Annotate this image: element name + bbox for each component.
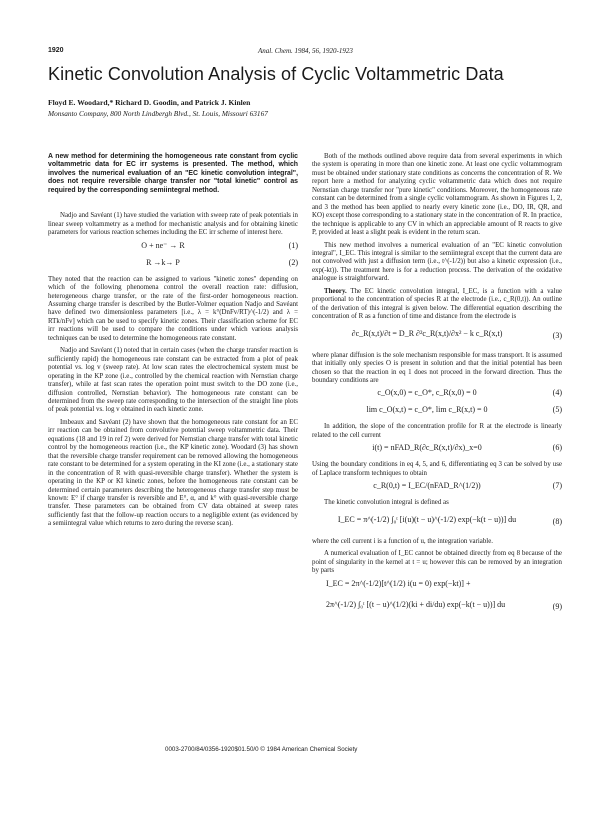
equation (312, 580, 562, 593)
author-list: Floyd E. Woodard,* Richard D. Goodin, and Patrick J. Kinlen (48, 98, 251, 107)
paragraph: They noted that the reaction can be assigned to various "kinetic zones" depending on which of the following phenomena control the overall reaction rate: diffusion, heterogeneous charge transfer, or the rate of the first-order homogeneous reaction. Assuming charge transfer is described by the Butler-Volmer equation Nadjo and Savéant have defined two dimensionless parameters [i.e., λ = k°(DnFv/RT)^(-1/2) and λ = RTk/nFv] which can be used to specify kinetic zones. Their classification scheme for EC irr reactions will be used to compare the conditions under which various analysis techniques can be used to determine the homogeneous rate constant. (48, 275, 298, 342)
equation-number: (8) (552, 516, 562, 526)
equation-number: (5) (552, 405, 562, 415)
paragraph: A numerical evaluation of I_EC cannot be obtained directly from eq 8 because of the point of singularity in the kernel at t = u; however this can be removed by an integration by parts (312, 550, 562, 575)
equation-expression: i(t) = nFAD_R(∂c_R(x,t)/∂x)_x=0 (372, 443, 482, 453)
equation (312, 389, 562, 402)
equation-number: (3) (552, 330, 562, 340)
abstract: A new method for determining the homogeneous rate constant from cyclic voltammetric data for EC irr systems is presented. The method, which involves the numerical evaluation of an "EC kinetic convolution integral", does not require reversible charge transfer nor "total kinetic" control as required by the corresponding semiintegral method. (48, 153, 298, 194)
equation (312, 326, 562, 348)
equation-number: (2) (288, 257, 298, 267)
equation-expression: 2π^(-1/2) ∫₀ᵗ [(t − u)^(1/2)(ki + di/du) exp(−k(t − u))] du (326, 599, 506, 609)
affiliation: Monsanto Company, 800 North Lindbergh Blvd., St. Louis, Missouri 63167 (48, 109, 268, 118)
equation (312, 444, 562, 457)
equation-number: (6) (552, 443, 562, 453)
paragraph: Both of the methods outlined above require data from several experiments in which the system is operating in more than one kinetic zone. At least one cyclic voltammogram must be obtained under stationary state conditions as concerns the concentration of R. We report here a method for analyzing cyclic voltammetric data which does not require Nernstian charge transfer nor "pure kinetic" conditions. Moreover, the homogeneous rate constant can be determined from a single cyclic voltammogram. As shown in Figures 1, 2, and 3 the method has been applied to nearly every kinetic zone (i.e., DO, IR, QR, and KO) except those corresponding to a stationary state in the concentration of R. In practice, the technique is applicable to any CV in which an appreciable amount of R reacts to give P, provided at least a slight peak is evident in the return scan. (312, 153, 562, 237)
equation-expression: O + ne⁻ → R (141, 240, 185, 250)
article-title: Kinetic Convolution Analysis of Cyclic Voltammetric Data (48, 64, 504, 84)
paragraph: Nadjo and Savéant (1) noted that in certain cases (when the charge transfer reaction is sufficiently rapid) the homogeneous rate constant can be extracted from a plot of peak potential vs. log v (sweep rate). At low scan rates the electrochemical system must be operating in the KP zone (i.e., controlled by the chemical reaction with Nernstian charge transfer), while at fast scan rates the operation point must switch to the DO zone (i.e., diffusion controlled, Nernstian behavior). The homogeneous rate constant can be determined from the sweep rate corresponding to the intersection of the straight line plots of peak potential vs. log v obtained in each kinetic zone. (48, 347, 298, 414)
copyright-footer: 0003-2700/84/0356-1920$01.50/0 © 1984 American Chemical Society (165, 746, 358, 753)
equation-number: (9) (552, 601, 562, 611)
paragraph: Nadjo and Savéant (1) have studied the variation with sweep rate of peak potentials in linear sweep voltammetry as a method for mechanistic analysis and for obtaining kinetic parameters for various reaction schemes including the EC irr scheme of interest here. (48, 212, 298, 237)
equation-expression: c_R(0,t) = I_EC/(nFAD_R^(1/2)) (373, 481, 481, 491)
equation-number: (1) (288, 240, 298, 250)
paragraph: where the cell current i is a function of u, the integration variable. (312, 537, 494, 545)
left-column (48, 153, 298, 533)
paragraph: The kinetic convolution integral is defined as (324, 499, 449, 507)
paragraph: In addition, the slope of the concentration profile for R at the electrode is linearly related to the cell current (312, 423, 562, 439)
equation-number: (4) (552, 388, 562, 398)
equation-expression: lim c_O(x,t) = c_O*, lim c_R(x,t) = 0 (366, 405, 488, 415)
equation (312, 597, 562, 619)
paragraph: Imbeaux and Savéant (2) have shown that the homogeneous rate constant for an EC irr reaction can be obtained from convolutive potential sweep voltammetric data. Their equations (18 and 19 in ref 2) were derived for Nernstian charge transfer with total kinetic control by the homogeneous reaction (i.e., the KP kinetic zone). Woodard (3) has shown that the reversible charge transfer requirement can be removed allowing the homogeneous rate constant to be determined for a system operating in the KI zone (i.e., a stationary state in the concentration of R with quasi-reversible charge transfer). Whether the system is operating in the KP or KI kinetic zones, before the homogeneous rate constant can be determined certain parameters describing the heterogeneous charge transfer step must be known: E° if charge transfer is reversible and E°, α, and k° with quasi-reversible charge transfer. These parameters can be obtained from CV data obtained at sweep rates sufficiently fast that the follow-up reaction occurs to a negligible extent (as evidenced by a semiintegral value which returns to zero during the reverse scan). (48, 418, 298, 528)
right-column (312, 153, 562, 623)
equation-expression: ∂c_R(x,t)/∂t = D_R ∂²c_R(x,t)/∂x² − k c_R(x,t) (351, 328, 503, 338)
paragraph: This new method involves a numerical evaluation of an "EC kinetic convolution integral", I_EC. This integral is similar to the semiintegral except that the current data are not convolved with just a diffusion term (i.e., t^(-1/2)) but also a kinetic expression (i.e., exp(-kt)). The treatment here is for a reduction process. The derivation of the oxidative analogue is straightforward. (312, 241, 562, 283)
equation-expression: R →k→ P (146, 257, 180, 267)
section-heading: Theory. (324, 287, 347, 295)
journal-citation: Anal. Chem. 1984, 56, 1920-1923 (258, 47, 353, 55)
equation-number: (7) (552, 481, 562, 491)
equation-expression: I_EC = π^(-1/2) ∫₀ᵗ [i(u)(t − u)^(-1/2) exp(−k(t − u))] du (337, 514, 517, 524)
equation (312, 406, 562, 419)
paragraph: Using the boundary conditions in eq 4, 5, and 6, differentiating eq 3 can be solved by use of Laplace transform techniques to obtain (312, 461, 562, 477)
equation (48, 242, 298, 255)
page-number: 1920 (48, 47, 64, 54)
paragraph: where planar diffusion is the sole mechanism responsible for mass transport. It is assumed that initially only species O is present in solution and that the initial potential has been chosen so that the reaction in eq 1 does not proceed in the forward direction. Thus the boundary conditions are (312, 351, 562, 384)
paragraph-text: The EC kinetic convolution integral, I_EC, is a function with a value proportional to the concentration of species R at the electrode (i.e., c_R(0,t)). An outline of the derivation of this integral is given below. The differential equation describing the concentration of R as a function of time and distance from the electrode is (312, 287, 562, 321)
equation-expression: c_O(x,0) = c_O*, c_R(x,0) = 0 (377, 388, 477, 398)
theory-paragraph (312, 288, 562, 322)
equation (312, 512, 562, 534)
equation (48, 259, 298, 272)
equation (312, 482, 562, 495)
equation-expression: I_EC = 2π^(-1/2)[t^(1/2) i(u = 0) exp(−kt)] + (326, 578, 471, 588)
